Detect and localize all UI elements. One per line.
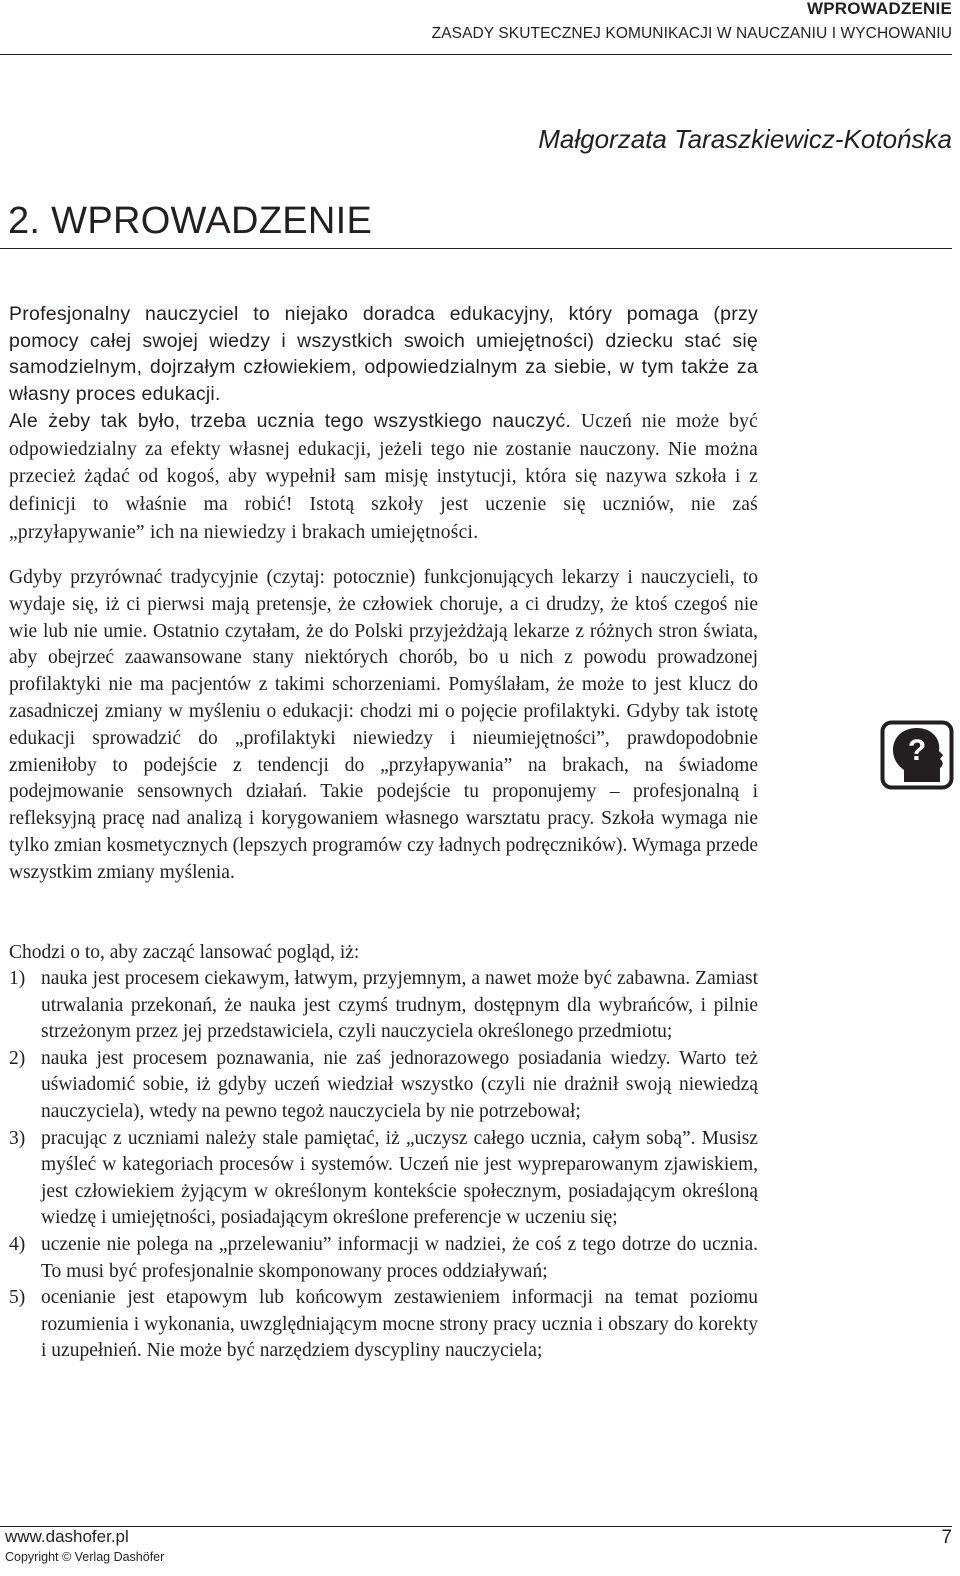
paragraph-rest: Uczeń nie może być odpowiedzialny za efekty własnej edukacji, jeżeli tego nie zostanie nauczony. Nie można przecież żądać od kogoś, aby wypełnił sam misję instytucji, która się nazywa szkoła i z definicji to właśnie ma robić! Istotą szkoły jest uczenie się uczniów, nie zaś „przyłapywanie” ich na niewiedzy i brakach umiejętności. bbox=[9, 410, 758, 543]
author-name: Małgorzata Taraszkiewicz-Kotońska bbox=[538, 124, 952, 154]
list-number: 1) bbox=[9, 968, 26, 989]
list-item bbox=[9, 1232, 758, 1285]
list-text: nauka jest procesem ciekawym, łatwym, przyjemnym, a nawet może być zabawna. Zamiast utrwalania przekonań, że nauka jest czymś trudnym, dostępnym dla wybrańców, i pilnie strzeżonym przez jej przedstawiciela, czyli nauczyciela określonego przedmiotu; bbox=[41, 968, 758, 1043]
footer-copyright: Copyright © Verlag Dashöfer bbox=[5, 1550, 165, 1564]
section-list bbox=[9, 939, 758, 1365]
list-intro: Chodzi o to, aby zacząć lansować pogląd, iż: bbox=[9, 942, 360, 963]
chapter-title: 2. WPROWADZENIE bbox=[8, 200, 373, 242]
section-comparison bbox=[9, 565, 758, 887]
list-text: uczenie nie polega na „przelewaniu” informacji w nadziei, że coś z tego dotrze do ucznia. To musi być profesjonalnie skomponowany proces oddziaływań; bbox=[41, 1233, 758, 1282]
paragraph: Gdyby przyrównać tradycyjnie (czytaj: potocznie) funkcjonujących lekarzy i nauczycieli, to wydaje się, iż ci pierwsi mają pretensje, że człowiek choruje, a ci drudzy, że ktoś czegoś nie wie lub nie umie. Ostatnio czytałam, że do Polski przyjeżdżają lekarze z różnych stron świata, aby obejrzeć zaawansowane stany niektórych chorób, bo u nich z powodu prowadzonej profilaktyki nie ma pacjentów z takimi schorzeniami. Pomyślałam, że może to jest klucz do zasadniczej zmiany w myśleniu o edukacji: chodzi mi o pojęcie profilaktyki. Gdyby tak istotę edukacji sprowadzić do „profilaktyki niewiedzy i nieumiejętności”, prawdopodobnie zmieniłoby to podejście z tendencji do „przyłapywania” na brakach, na świadome podejmowanie sensownych działań. Takie podejście tu proponujemy – profesjonalną i refleksyjną pracę nad analizą i korygowaniem własnego warsztatu pracy. Szkoła wymaga nie tylko zmian kosmetycznych (lepszych programów czy ładnych podręczników). Wymaga przede wszystkim zmiany myślenia. bbox=[9, 567, 758, 883]
running-header-section: WPROWADZENIE bbox=[806, 0, 952, 18]
footer-url: www.dashofer.pl bbox=[5, 1527, 129, 1546]
head-question-icon bbox=[880, 720, 954, 790]
header-divider bbox=[0, 54, 952, 55]
title-divider bbox=[0, 248, 952, 249]
numbered-list bbox=[9, 966, 758, 1365]
page-number: 7 bbox=[941, 1527, 952, 1548]
list-text: ocenianie jest etapowym lub końcowym zestawieniem informacji na temat poziomu rozumienia i wykonania, uwzględniającym mocne strony pracy ucznia i obszary do korekty i uzupełnień. Nie może być narzędziem dyscypliny nauczyciela; bbox=[41, 1287, 758, 1362]
footer-divider bbox=[0, 1526, 952, 1527]
running-header-subtitle: ZASADY SKUTECZNEJ KOMUNIKACJI W NAUCZANIU I WYCHOWANIU bbox=[431, 25, 952, 42]
paragraph: Profesjonalny nauczyciel to niejako doradca edukacyjny, który pomaga (przy pomocy całej swojej wiedzy i wszystkich swoich umiejętności) dziecku stać się samodzielnym, dojrzałym człowiekiem, odpowiedzialnym za siebie, w tym także za własny proces edukacji. bbox=[9, 303, 758, 406]
list-item bbox=[9, 1126, 758, 1232]
list-item bbox=[9, 1285, 758, 1365]
paragraph-lead: Ale żeby tak było, trzeba ucznia tego wszystkiego nauczyć. bbox=[9, 409, 572, 432]
list-text: nauka jest procesem poznawania, nie zaś jednorazowego posiadania wiedzy. Warto też uświadomić sobie, iż gdyby uczeń wiedział wszystko (czyli nie drażnił swoją niewiedzą nauczyciela), wtedy na pewno tegoż nauczyciela by nie potrzebował; bbox=[41, 1047, 758, 1122]
svg-text:?: ? bbox=[907, 734, 927, 767]
list-item bbox=[9, 1046, 758, 1126]
list-item bbox=[9, 966, 758, 1046]
section-intro bbox=[9, 301, 758, 546]
list-number: 4) bbox=[9, 1233, 26, 1255]
list-number: 5) bbox=[9, 1287, 26, 1309]
list-text: pracując z uczniami należy stale pamiętać, iż „uczysz całego ucznia, całym sobą”. Musisz myśleć w kategoriach procesów i systemów. Uczeń nie jest wypreparowanym zjawiskiem, jest człowiekiem żyjącym w określonym kontekście społecznym, posiadającym określoną wiedzę i umiejętności, posiadającym określone preferencje w uczeniu się; bbox=[41, 1127, 758, 1229]
list-number: 2) bbox=[9, 1047, 26, 1069]
paragraph bbox=[9, 408, 758, 547]
list-number: 3) bbox=[9, 1127, 26, 1149]
